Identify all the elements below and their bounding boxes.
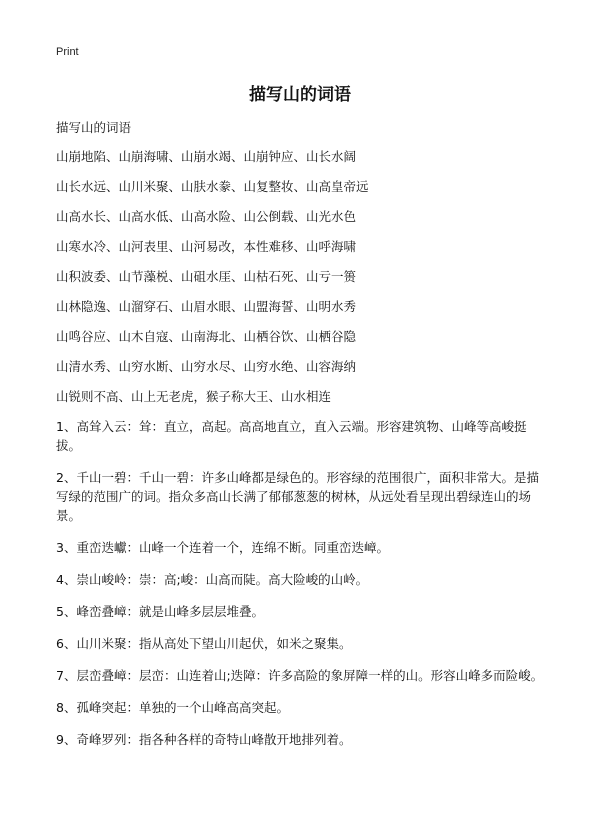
word-line: 山积波委、山节藻棁、山砠水厓、山枯石死、山亏一篑 <box>56 269 357 284</box>
print-label: Print <box>56 46 79 58</box>
word-list <box>56 147 548 407</box>
definition-list <box>56 417 548 749</box>
definition-item: 6、山川米聚：指从高处下望山川起伏，如米之聚集。 <box>56 636 352 651</box>
word-line: 山长水远、山川米聚、山肤水豢、山复整妆、山高皇帝远 <box>56 179 369 194</box>
definition-item: 7、层峦叠嶂：层峦：山连着山;迭障：许多高险的象屏障一样的山。形容山峰多而险峻。 <box>56 668 544 683</box>
definition-item: 4、崇山峻岭：崇：高;峻：山高而陡。高大险峻的山岭。 <box>56 572 369 587</box>
word-line: 山崩地陷、山崩海啸、山崩水竭、山崩钟应、山长水阔 <box>56 149 357 164</box>
word-line: 山锐则不高、山上无老虎，猴子称大王、山水相连 <box>56 389 332 404</box>
definition-item: 5、峰峦叠嶂：就是山峰多层层堆叠。 <box>56 604 264 619</box>
definition-item: 9、奇峰罗列：指各种各样的奇特山峰散开地排列着。 <box>56 732 352 747</box>
word-line: 山鸣谷应、山木自寇、山南海北、山栖谷饮、山栖谷隐 <box>56 329 357 344</box>
word-line: 山高水长、山高水低、山高水险、山公倒载、山光水色 <box>56 209 357 224</box>
word-line: 山林隐逸、山溜穿石、山眉水眼、山盟海誓、山明水秀 <box>56 299 357 314</box>
definition-item: 8、孤峰突起：单独的一个山峰高高突起。 <box>56 700 289 715</box>
section-subtitle: 描写山的词语 <box>56 120 132 135</box>
definition-item: 1、高耸入云：耸：直立，高起。高高地直立，直入云端。形容建筑物、山峰等高峻挺拔。 <box>56 419 527 453</box>
definition-item: 2、千山一碧：千山一碧：许多山峰都是绿色的。形容绿的范围很广，面积非常大。是描写绿的范围广的词。指众多高山长满了郁郁葱葱的树林，从远处看呈现出碧绿连山的场景。 <box>56 470 539 523</box>
word-line: 山清水秀、山穷水断、山穷水尽、山穷水绝、山容海纳 <box>56 359 357 374</box>
document-body <box>56 118 548 762</box>
document-title: 描写山的词语 <box>249 85 351 105</box>
word-line: 山寒水冷、山河表里、山河易改，本性难移、山呼海啸 <box>56 239 357 254</box>
definition-item: 3、重峦迭巘：山峰一个连着一个，连绵不断。同重峦迭嶂。 <box>56 540 389 555</box>
